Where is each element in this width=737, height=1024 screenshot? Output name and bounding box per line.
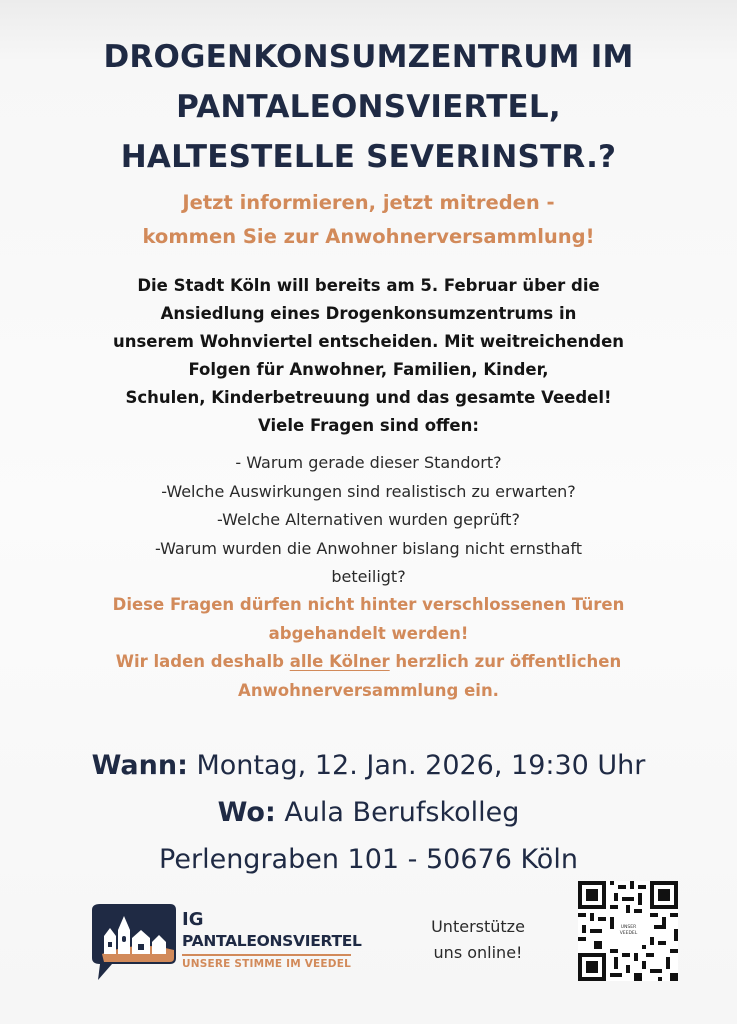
cta-line-3-post: herzlich zur öffentlichen	[389, 652, 622, 671]
subheadline	[0, 186, 737, 254]
cta-line-1: Diese Fragen dürfen nicht hinter verschlossenen Türen	[112, 595, 625, 614]
when-label: Wann:	[91, 750, 188, 781]
intro-line: Folgen für Anwohner, Familien, Kinder,	[188, 360, 549, 379]
where-value: Aula Berufskolleg	[275, 797, 520, 828]
intro-line: Ansiedlung eines Drogenkonsumzentrums in	[160, 304, 577, 323]
qr-center-label	[615, 922, 642, 940]
support-line-1: Unterstütze	[431, 917, 525, 936]
speech-bubble-church-icon	[78, 902, 178, 982]
logo-text	[182, 910, 382, 971]
event-when	[0, 742, 737, 789]
headline-line-1: DROGENKONSUMZENTRUM IM	[103, 39, 634, 75]
intro-line: Die Stadt Köln will bereits am 5. Februar über die	[137, 276, 600, 295]
event-details	[0, 742, 737, 883]
cta-underlined-text: alle Kölner	[289, 652, 390, 671]
headline	[0, 32, 737, 182]
logo-name: PANTALEONSVIERTEL	[182, 932, 362, 950]
question-item: -Welche Auswirkungen sind realistisch zu erwarten?	[161, 481, 576, 501]
cta-line-3	[0, 648, 737, 677]
cta-line-2: abgehandelt werden!	[268, 623, 469, 643]
question-item: -Warum wurden die Anwohner bislang nicht ernsthaft	[154, 538, 583, 558]
cta-line-4: Anwohnerversammlung ein.	[238, 680, 499, 700]
question-item-continued: beteiligt?	[331, 567, 406, 586]
headline-line-3: HALTESTELLE SEVERINSTR.?	[120, 139, 617, 175]
questions-heading: Viele Fragen sind offen:	[258, 416, 479, 435]
event-where	[0, 789, 737, 836]
qr-code[interactable]	[578, 881, 678, 981]
question-item: - Warum gerade dieser Standort?	[235, 453, 502, 472]
qr-label-line-2: VEEDEL	[619, 931, 638, 936]
where-label: Wo:	[217, 797, 276, 828]
cta-line-3-pre: Wir laden deshalb	[115, 652, 290, 671]
logo-ig: IG	[182, 909, 204, 930]
qr-label-line-1: UNSER	[620, 925, 637, 930]
logo-slogan: UNSERE STIMME IM VEEDEL	[182, 954, 351, 970]
organization-logo	[78, 898, 368, 988]
intro-line: Schulen, Kinderbetreuung und das gesamte Veedel!	[125, 388, 612, 407]
intro-line: unserem Wohnviertel entscheiden. Mit weitreichenden	[112, 332, 625, 351]
support-line-2: uns online!	[433, 943, 523, 962]
subheadline-line-1: Jetzt informieren, jetzt mitreden -	[182, 191, 555, 214]
when-value: Montag, 12. Jan. 2026, 19:30 Uhr	[187, 750, 646, 781]
intro-paragraph	[0, 272, 737, 440]
call-to-action	[0, 591, 737, 705]
support-text	[398, 914, 558, 966]
event-address: Perlengraben 101 - 50676 Köln	[159, 844, 578, 875]
question-item: -Welche Alternativen wurden geprüft?	[217, 510, 520, 529]
headline-line-2: PANTALEONSVIERTEL,	[176, 89, 561, 125]
question-list	[0, 449, 737, 592]
subheadline-line-2: kommen Sie zur Anwohnerversammlung!	[142, 225, 595, 248]
